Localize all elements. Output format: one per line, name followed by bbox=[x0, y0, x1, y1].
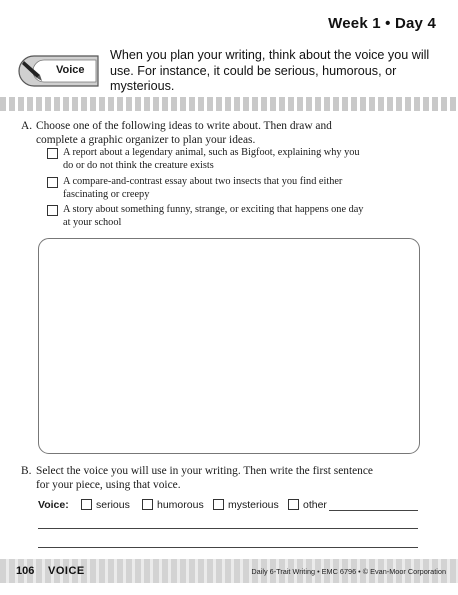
section-b-prompt bbox=[21, 465, 376, 492]
voice-option-other-label: other bbox=[303, 499, 327, 511]
section-a-text: Choose one of the following ideas to write about. Then draw and complete a graphic organizer to plan your ideas. bbox=[36, 120, 332, 146]
top-stripe-divider bbox=[0, 97, 458, 111]
voice-checkbox-humorous[interactable] bbox=[142, 499, 153, 510]
voice-checkbox-serious[interactable] bbox=[81, 499, 92, 510]
voice-badge bbox=[18, 54, 100, 88]
voice-option-serious-label: serious bbox=[96, 499, 130, 511]
voice-checkbox-mysterious[interactable] bbox=[213, 499, 224, 510]
idea-option-2[interactable] bbox=[48, 176, 368, 201]
other-voice-write-line[interactable] bbox=[329, 510, 418, 511]
intro-text: When you plan your writing, think about the voice you will use. For instance, it could be serious, humorous, or mysterious. bbox=[110, 48, 430, 93]
footer-credit: Daily 6-Trait Writing • EMC 6796 • © Evan-Moor Corporation bbox=[251, 567, 446, 576]
voice-option-mysterious-label: mysterious bbox=[228, 499, 279, 511]
section-a-letter: A. bbox=[21, 120, 33, 132]
section-b-letter: B. bbox=[21, 465, 32, 477]
page-title: Week 1 • Day 4 bbox=[328, 15, 436, 32]
idea-option-3-label: A story about something funny, strange, or exciting that happens one day at your school bbox=[63, 204, 364, 228]
voice-option-humorous-label: humorous bbox=[157, 499, 204, 511]
writing-line-2[interactable] bbox=[38, 547, 418, 548]
idea-option-2-label: A compare-and-contrast essay about two insects that you find either fascinating or creepy bbox=[63, 176, 343, 200]
page-number: 106 bbox=[16, 565, 35, 577]
voice-label: Voice: bbox=[38, 499, 69, 511]
quill-pen-icon bbox=[20, 58, 44, 82]
writing-line-1[interactable] bbox=[38, 528, 418, 529]
idea-option-1[interactable] bbox=[48, 147, 368, 172]
idea-checkbox-3[interactable] bbox=[47, 205, 58, 216]
idea-option-3[interactable] bbox=[48, 204, 368, 229]
footer-section-name: VOICE bbox=[48, 565, 85, 577]
section-a-prompt bbox=[21, 120, 376, 147]
idea-checkbox-2[interactable] bbox=[47, 177, 58, 188]
voice-checkbox-other[interactable] bbox=[288, 499, 299, 510]
idea-option-1-label: A report about a legendary animal, such as Bigfoot, explaining why you do or do not think the creature exists bbox=[63, 147, 360, 171]
graphic-organizer-box[interactable] bbox=[38, 238, 420, 454]
voice-badge-label: Voice bbox=[56, 64, 85, 76]
idea-checkbox-1[interactable] bbox=[47, 148, 58, 159]
voice-selection-row bbox=[38, 498, 418, 514]
section-b-text: Select the voice you will use in your writing. Then write the first sentence for your piece, using that voice. bbox=[36, 465, 373, 491]
